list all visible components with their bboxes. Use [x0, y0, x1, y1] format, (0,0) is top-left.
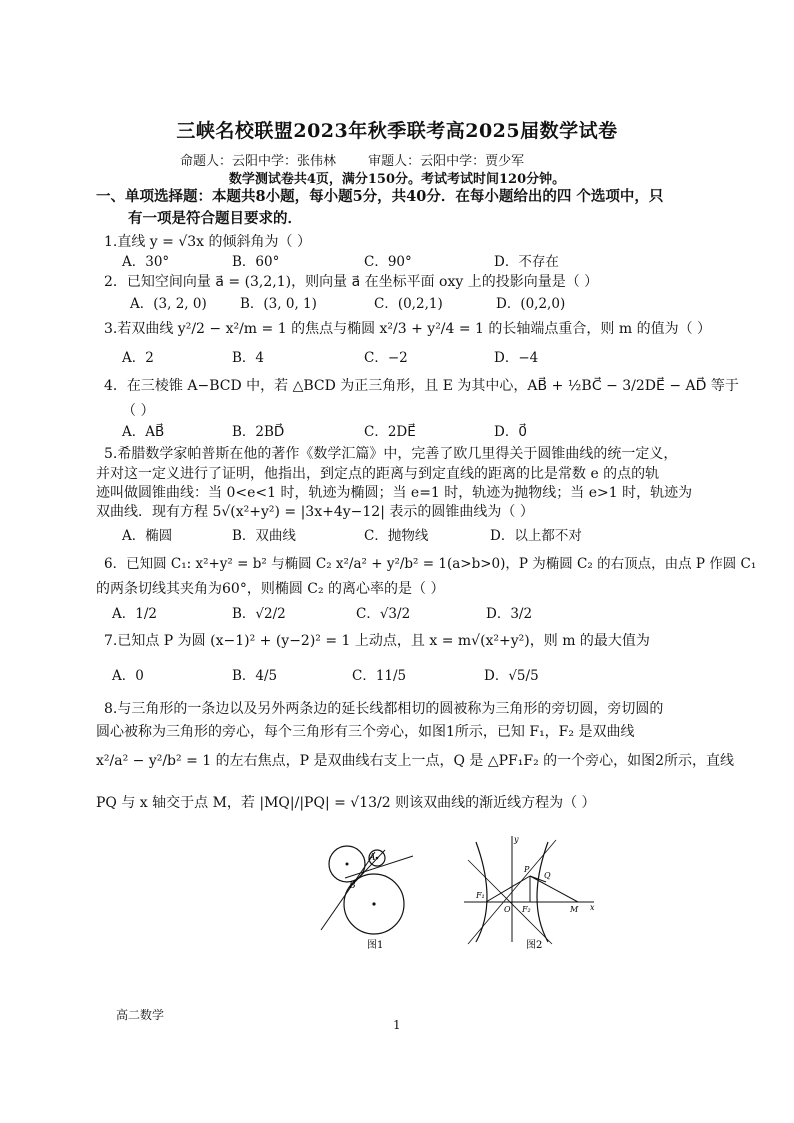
q1-option-d: D．不存在 [494, 254, 559, 270]
fig2-label-m: M [570, 905, 579, 914]
q4-option-b: B．2BD⃗ [232, 424, 285, 440]
fig2-label-f1: F₁ [476, 891, 485, 900]
setter-text: 命题人：云阳中学：张伟林 [180, 154, 337, 169]
question-7-text: 7.已知点 P 为圆 (x−1)² + (y−2)² = 1 上动点，且 x = m√(x²+y²)，则 m 的最大值为 [104, 633, 650, 649]
q7-option-d: D．√5/5 [484, 668, 539, 684]
q5-option-c: C．抛物线 [364, 528, 429, 544]
question-5-text-2: 并对这一定义进行了证明，他指出，到定点的距离与到定直线的距离的比是常数 e 的点的轨 [96, 466, 660, 482]
q7-option-a: A．0 [112, 668, 144, 684]
q2-option-c: C．(0,2,1) [374, 296, 443, 312]
q6-option-c: C．√3/2 [356, 606, 411, 622]
fig2-label-p: P [524, 865, 530, 874]
q6-option-b: B．√2/2 [232, 606, 286, 622]
question-5-text-3: 迹叫做圆锥曲线：当 0<e<1 时，轨迹为椭圆；当 e=1 时，轨迹为抛物线；当 e>1 时，轨迹为 [96, 485, 693, 501]
question-8-text-2: 圆心被称为三角形的旁心，每个三角形有三个旁心，如图1所示，已知 F₁，F₂ 是双曲线 [96, 724, 635, 740]
fig1-label-a: A [369, 853, 376, 863]
fig2-label-x: x [590, 903, 595, 912]
q4-option-a: A．AB⃗ [122, 424, 165, 440]
authors-line [180, 150, 552, 169]
q2-option-d: D．(0,2,0) [496, 296, 566, 312]
q5-option-d: D．以上都不对 [490, 528, 582, 544]
question-5-text: 5.希腊数学家帕普斯在他的著作《数学汇篇》中，完善了欧几里得关于圆锥曲线的统一定义， [104, 446, 678, 462]
question-8-text: 8.与三角形的一条边以及另外两条边的延长线都相切的圆被称为三角形的旁切圆，旁切圆的 [104, 701, 664, 717]
question-1-text: 1.直线 y = √3x 的倾斜角为（ ） [104, 234, 311, 250]
question-8-text-4: PQ 与 x 轴交于点 M，若 |MQ|/|PQ| = √13/2 则该双曲线的渐近线方程为（ ） [96, 795, 596, 811]
q5-option-b: B．双曲线 [232, 528, 296, 544]
q2-option-b: B．(3, 0, 1) [240, 296, 317, 312]
fig2-label-y: y [514, 835, 519, 844]
q1-option-b: B．60° [232, 254, 280, 270]
question-4-text: 4．在三棱锥 A−BCD 中，若 △BCD 为正三角形，且 E 为其中心，AB⃗ + ½BC⃗ − 3/2DE⃗ − AD⃗ 等于 [104, 378, 739, 394]
section-heading-line2: 有一项是符合题目要求的． [128, 210, 302, 227]
question-3-text: 3.若双曲线 y²/2 − x²/m = 1 的焦点与椭圆 x²/3 + y²/4 = 1 的长轴端点重合，则 m 的值为（ ） [104, 321, 712, 337]
question-6-text: 6．已知圆 C₁: x²+y² = b² 与椭圆 C₂ x²/a² + y²/b² = 1(a>b>0)，P 为椭圆 C₂ 的右顶点，由点 P 作圆 C₁ [104, 556, 757, 572]
figure-1-excircle [315, 838, 425, 953]
question-4-text-2: （ ） [122, 403, 155, 419]
q1-option-c: C．90° [364, 254, 412, 270]
exam-title: 三峡名校联盟2023年秋季联考高2025届数学试卷 [176, 120, 618, 142]
q3-option-c: C．−2 [364, 350, 408, 366]
question-5-text-4: 双曲线．现有方程 5√(x²+y²) = |3x+4y−12| 表示的圆锥曲线为（ ） [96, 504, 534, 520]
section-heading-line1: 一、单项选择题：本题共8小题，每小题5分，共40分．在每小题给出的四 个选项中，只 [96, 188, 664, 205]
exam-note: 数学测试卷共4页，满分150分。考试考试时间120分钟。 [228, 172, 566, 187]
question-6-text-2: 的两条切线其夹角为60°，则椭圆 C₂ 的离心率的是（ ） [96, 581, 445, 597]
q1-option-a: A．30° [122, 254, 170, 270]
fig2-caption: 图2 [526, 940, 543, 951]
question-8-text-3: x²/a² − y²/b² = 1 的左右焦点，P 是双曲线右支上一点，Q 是 △PF₁F₂ 的一个旁心，如图2所示，直线 [96, 753, 735, 769]
q3-option-b: B．4 [232, 350, 265, 366]
fig2-label-q: Q [544, 871, 551, 880]
q3-option-a: A．2 [122, 350, 154, 366]
figure-2-hyperbola [460, 832, 600, 954]
q5-option-a: A．椭圆 [122, 528, 173, 544]
q3-option-d: D．−4 [494, 350, 539, 366]
fig2-label-o: O [504, 905, 511, 914]
fig1-caption: 图1 [367, 940, 384, 951]
q7-option-b: B．4/5 [232, 668, 278, 684]
q4-option-c: C．2DE⃗ [364, 424, 416, 440]
page-number: 1 [393, 1018, 401, 1032]
fig1-label-b: B [349, 881, 356, 891]
fig2-label-f2: F₂ [522, 905, 531, 914]
q7-option-c: C．11/5 [352, 668, 407, 684]
reviewer-text: 审题人：云阳中学：贾少军 [368, 154, 525, 169]
question-2-text: 2．已知空间向量 a⃗ = (3,2,1)，则向量 a⃗ 在坐标平面 oxy 上的投影向量是（ ） [104, 274, 599, 290]
q6-option-d: D．3/2 [486, 606, 533, 622]
footer-subject: 高二数学 [116, 1008, 165, 1022]
q2-option-a: A．(3, 2, 0) [130, 296, 207, 312]
q4-option-d: D．0⃗ [494, 424, 527, 440]
q6-option-a: A．1/2 [112, 606, 157, 622]
